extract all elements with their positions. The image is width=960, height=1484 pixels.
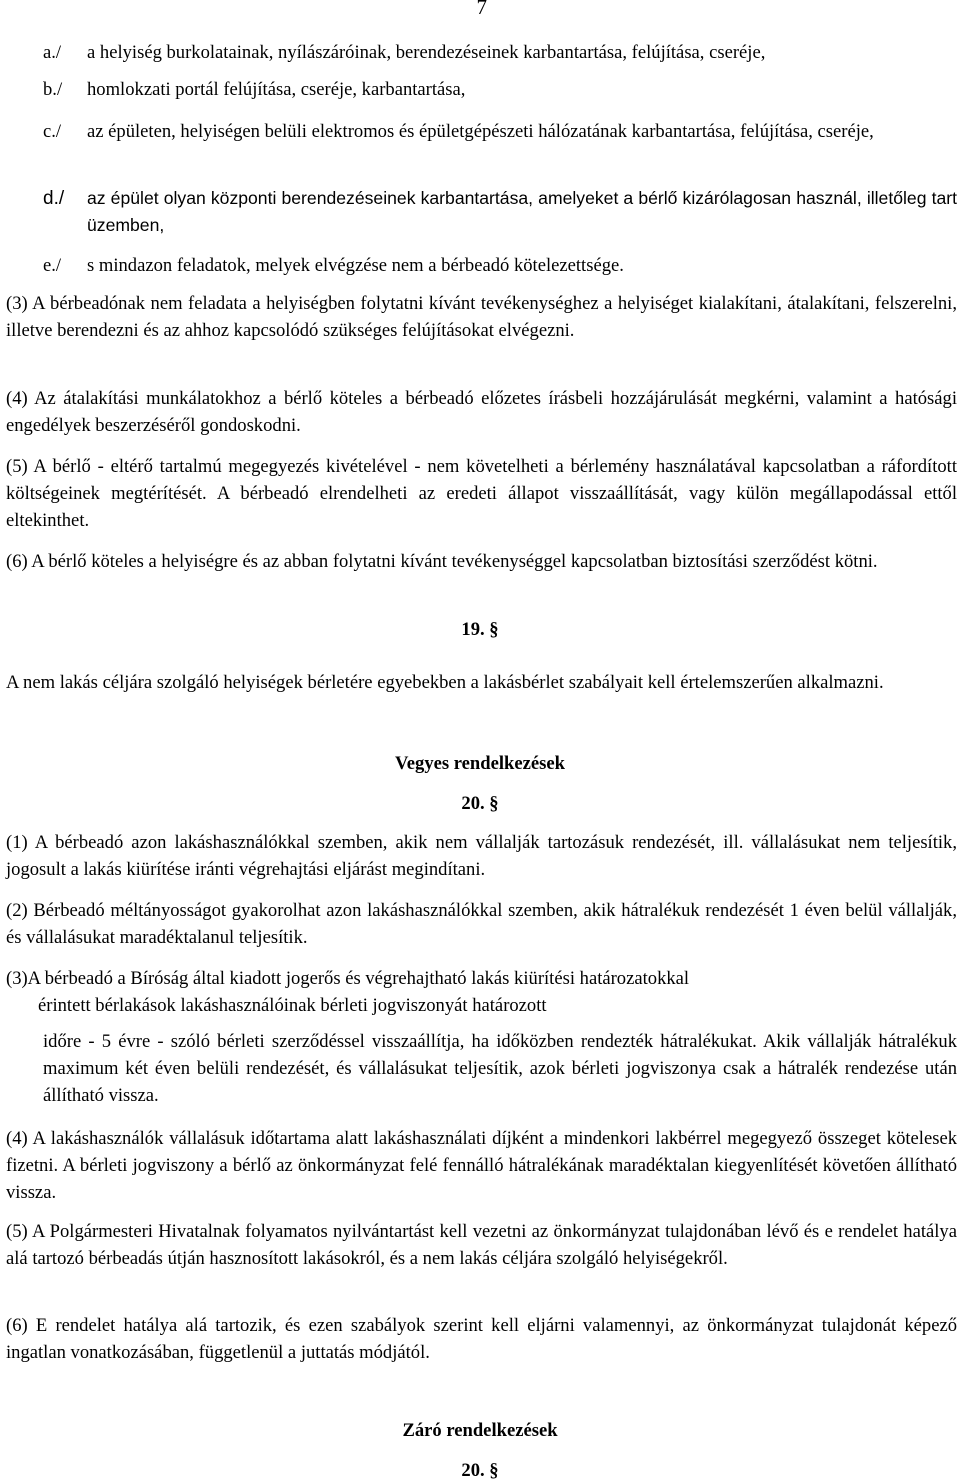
s20-paragraph-1: (1) A bérbeadó azon lakáshasználókkal szemben, akik nem vállalják tartozásuk rendezését, ill. vállalásukat nem teljesítik, jogosult a lakás kiürítése iránti végrehajtási eljárást megindítani. <box>6 832 957 880</box>
list-marker: b./ <box>43 79 63 100</box>
section-19-text: A nem lakás céljára szolgáló helyiségek bérletére egyebekben a lakásbérlet szabályait kell értelemszerűen alkalmazni. <box>6 672 884 693</box>
list-item <box>43 39 957 66</box>
list-item <box>43 252 957 279</box>
list-item <box>43 118 957 145</box>
list-marker: d./ <box>43 188 65 209</box>
s20-paragraph-3-continued: időre - 5 évre - szóló bérleti szerződéssel visszaállítja, ha időközben rendezték hátralékukat. Akik vállalják hátralékuk maximum két éven belüli rendezését, és vállalásukat teljesítik, azok bérleti jogviszonya csak a hátralék rendezése után állítható vissza. <box>43 1031 957 1106</box>
paragraph-4: (4) Az átalakítási munkálatokhoz a bérlő köteles a bérbeadó előzetes írásbeli hozzájárulását megkérni, valamint a hatósági engedélyek beszerzéséről gondoskodni. <box>6 388 957 436</box>
section-20-closing-heading: 20. § <box>461 1460 499 1481</box>
s20-paragraph-3-line-1: (3)A bérbeadó a Bíróság által kiadott jogerős és végrehajtható lakás kiürítési határozatokkal <box>6 968 690 989</box>
section-20-heading: 20. § <box>461 793 499 814</box>
list-item <box>43 76 957 103</box>
paragraph-5: (5) A bérlő - eltérő tartalmú megegyezés kivételével - nem követelheti a bérlemény használatával kapcsolatban a ráfordított költségeinek megtérítését. A bérbeadó elrendelheti az eredeti állapot visszaállítását, vagy külön megállapodással ettől eltekinthet. <box>6 456 957 531</box>
heading-vegyes: Vegyes rendelkezések <box>395 753 565 774</box>
paragraph-3: (3) A bérbeadónak nem feladata a helyiségben folytatni kívánt tevékenységhez a helyiséget kialakítani, átalakítani, felszerelni, illetve berendezni és az ahhoz kapcsolódó szükséges felújításokat elvégezni. <box>6 293 957 341</box>
list-marker: a./ <box>43 42 62 63</box>
list-text: s mindazon feladatok, melyek elvégzése nem a bérbeadó kötelezettsége. <box>87 255 624 276</box>
s20-paragraph-6: (6) E rendelet hatálya alá tartozik, és ezen szabályok szerint kell eljárni valamennyi, az önkormányzat tulajdonát képező ingatlan vonatkozásában, függetlenül a juttatás módjától. <box>6 1315 957 1363</box>
page-number: 7 <box>476 0 487 19</box>
list-text: az épület olyan központi berendezéseinek karbantartása, amelyeket a bérlő kizárólagosan használ, illetőleg tart üzemben, <box>87 188 957 235</box>
s20-paragraph-2: (2) Bérbeadó méltányosságot gyakorolhat azon lakáshasználókkal szemben, akik hátralékuk rendezését 1 éven belül vállalják, és vállalásukat maradéktalanul teljesítik. <box>6 900 957 948</box>
list-text: a helyiség burkolatainak, nyílászáróinak, berendezéseinek karbantartása, felújítása, cseréje, <box>87 42 766 63</box>
list-item <box>43 185 957 239</box>
s20-paragraph-4: (4) A lakáshasználók vállalásuk időtartama alatt lakáshasználati díjként a mindenkori lakbérrel megegyező összeget kötelesek fizetni. A bérleti jogviszony a bérlő az önkormányzat felé fennálló hátralékának maradéktalan kiegyenlítését követően állítható vissza. <box>6 1128 957 1203</box>
heading-zaro: Záró rendelkezések <box>402 1420 558 1441</box>
list-text: homlokzati portál felújítása, cseréje, karbantartása, <box>87 79 466 100</box>
s20-paragraph-3-line-2: érintett bérlakások lakáshasználóinak bérleti jogviszonyát határozott <box>38 995 547 1016</box>
list-text: az épületen, helyiségen belüli elektromos és épületgépészeti hálózatának karbantartása, felújítása, cseréje, <box>87 121 874 142</box>
section-19-heading: 19. § <box>461 619 499 640</box>
list-marker: c./ <box>43 121 62 142</box>
list-marker: e./ <box>43 255 62 276</box>
paragraph-6: (6) A bérlő köteles a helyiségre és az abban folytatni kívánt tevékenységgel kapcsolatban biztosítási szerződést kötni. <box>6 551 878 572</box>
s20-paragraph-5: (5) A Polgármesteri Hivatalnak folyamatos nyilvántartást kell vezetni az önkormányzat tulajdonában lévő és e rendelet hatálya alá tartozó bérbeadás útján hasznosított lakásokról, és a nem lakás céljára szolgáló helyiségekről. <box>6 1221 957 1269</box>
